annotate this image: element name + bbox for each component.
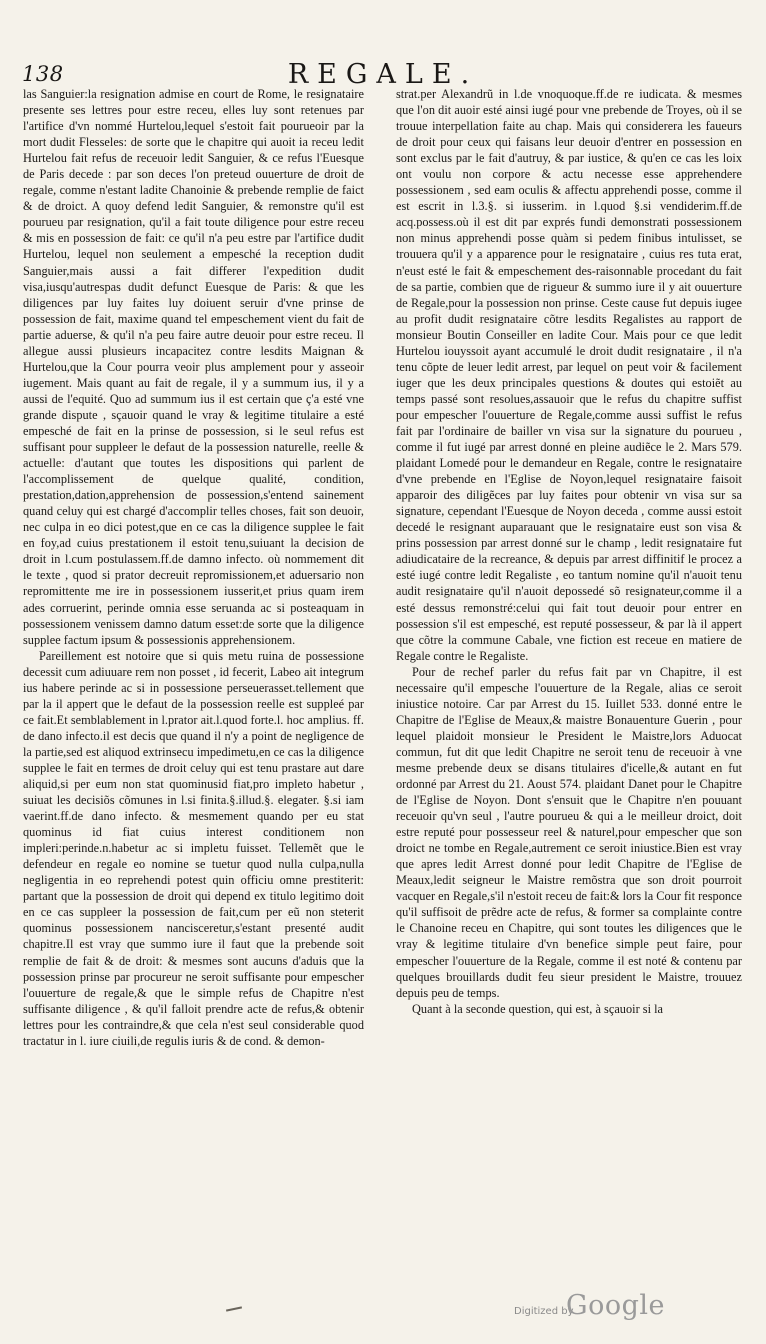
page-footer [0,1292,766,1332]
google-logo: Google [566,1290,665,1321]
digitized-by-label: Digitized by [514,1306,574,1317]
left-paragraph-2: Pareillement est notoire que si quis metu ruina de possessione decessit cum adiuuare rem non posset , id fecerit, Labeo ait integrum ius habere perinde ac si in possessione perseuerasset.tellement que par la il appert que le defaut de la possession reelle est suppleé par ce fait.Et semblablement in l.prator ait.l.quod forte.l. hoc amplius. ff. de dano infecto.il est decis que quand il n'y a point de negligence de la partie,sed est aliquod extrinsecu impedimetu,en ce cas la diligence supplee le fait en termes de droit celuy qui est tenu prastare aut dare aliquid,si per eum non stat quominusid fiat,pro impleto habetur , suiuat les decisiõs cõmunes in l.si finita.§.illud.§. elegater. §.si iam vaerint.ff.de dano infecto. & mesmement quando per eu stat quominus id fiat cuius interest conditionem non impleri:perinde.n.habetur ac si impletu fuisset. Tellemẽt que le defendeur en regale eo nomine se tuetur quod nulla culpa,nulla negligentia in eo reprehendi potest quin officiu omne prestiterit: partant que la possession de droit qui depend ex titulo legitimo doit en ce cas suppleer la possession de fait,cum per eũ non steterit quominus possessionem nancisceretur,s'estant presenté audit chapitre.Il est vray que summo iure il faut que la prebende soit remplie de fait & de droit: & mesmes sont aucuns d'aduis que la possession prinse par procureur ne seroit suffisante pour empescher l'ouuerture de regale,& que le simple refus de Chapitre n'est suffisante diligence , & qu'il falloit prendre acte de refus,& obtenir lettres pour les contraindre,& que cela n'est seul considerable quod tractatur in l. iure ciuili,de regulis iuris & de cond. & demon- [23,648,364,1048]
right-paragraph-2: Pour de rechef parler du refus fait par vn Chapitre, il est necessaire qu'il empesche l'ouuerture de la Regale, alias ce seroit iniustice notoire. Car par Arrest du 15. Iuillet 533. donné entre le Chapitre de l'Eglise de Meaux,& maistre Bonauenture Guerin , pour lequel plaidoit monsieur le President le Maistre,lors Aduocat commun, fut dit que ledit Chapitre ne seroit tenu de receuoir à vne mesme prebende deux se disans titulaires d'icelle,& autant en fut ordonné par Arrest du 21. Aoust 574. plaidant Danet pour le Chapitre de l'Eglise de Noyon. Dont s'ensuit que le Chapitre n'en pouuant receuoir qu'vn seul , l'autre pourueu & qui a le meilleur droict, doit estre reputé pour possesseur reel & naturel,pour empescher que son droict ne tombe en Regale,autrement ce seroit iniustice.Bien est vray que apres ledit Arrest donné pour ledit Chapitre de l'Eglise de Meaux,ledit seigneur le Maistre remõstra que son droit pourroit vacquer en Regale,s'il n'estoit receu de fait:& lors la Cour fit responce qu'il suffisoit de prẽdre acte de refus, & former sa complainte contre le Chanoine receu en Chapitre, qui sont toutes les diligences que le vray & legitime titulaire d'vn benefice simple peut faire, pour empescher l'ouuerture de la Regale, comme il est noté & contenu par quelques brouillards dudit feu sieur president le Maistre, trouuez depuis peu de temps. [396,664,742,1000]
running-title: REGALE. [287,59,479,90]
page-number: 138 [22,62,64,86]
right-paragraph-1: strat.per Alexandrũ in l.de vnoquoque.ff.de re iudicata. & mesmes que l'on dit auoir esté ainsi iugé pour vne prebende de Troyes, où il se trouue interpellation faite au chap. Mais qui considerera les faueurs de droit pour ceux qui faisans leur deuoir d'entrer en possession en sont exclus par le fait d'autruy, & par iustice, & qu'en ce cas les loix ont voulu non corpore & actu necesse esse apprehendere possessionem , sed eam oculis & affectu apprehendi posse, comme il est escrit in l.3.§. si iusserim. in l.quod §.si vendiderim.ff.de acq.possess.où il est dit par exprés fundi demonstrati possessionem non minus apprehendi posse quàm si pedem finibus intulisset, se trouuera qu'il y a apparence pour le resignataire , cuius res tuta erat, n'eust esté le fait & empeschement des-raisonnable procedant du fait de sa partie, combien que de rigueur & summo iure il y ait ouuerture de Regale,pour la possession non prinse. Ceste cause fut depuis iugee au profit dudit resignataire cõtre lesdits Regalistes au rapport de monsieur Boutin Conseiller en ladite Cour. Mais pour ce que ledit Hurtelou iouyssoit ayant accumulé le droit dudit resignataire , il n'a tenu cõpte de leuer ledit arrest, par lequel on peut voir & facilement iuger que les deux principales questions & doutes qui estoiẽt au temps passé sont resolues,assauoir que le refus du chapitre suffist pour empescher l'ouuerture de Regale,comme aussi suffist le refus fait par l'ordinaire de bailler vn visa sur la signature du pourueu , comme il fut iugé par arrest donné en pleine audiẽce le 2. Mars 579. plaidant Lomedé pour le demandeur en Regale, contre le resignataire d'vne prebende en l'Eglise de Noyon,lequel resignataire faisoit apparoir des diligẽces par luy faites pour obtenir vn visa sur sa signature, cependant l'Euesque de Noyon deceda , comme aussi estoit decedé le resignant auparauant que le resignataire eust son visa & prins possession par arrest donné sur le champ , ledit resignataire fut adiudicataire de la recreance, & depuis par arrest diffinitif le procez a esté iugé contre ledit Regaliste , eo tantum nomine qu'il n'auoit tenu audit resignataire qu'il n'auoit depossedé sõ resignateur,comme il a esté dessus remonstré:celui qui fait tout deuoir pour entrer en possession s'il est empesché, est reputé possesseur, & par là il appert que cõtre la commune Cabale, vne fiction est receue en matiere de Regale contre le Regaliste. [396,87,742,663]
right-column [396,86,742,1300]
right-paragraph-3: Quant à la seconde question, qui est, à sçauoir si la [412,1001,664,1016]
left-paragraph-1: las Sanguier:la resignation admise en court de Rome, le resignataire presente ses lettres pour estre receu, elles luy sont retenues par l'artifice d'vn nommé Hurtelou,lequel s'estoit fait pourueoir par la mort dudit Flesseles: de sorte que le chapitre qui auoit ia receu ledit Hurtelou fait refus de receuoir ledit Sanguier, & ce refus l'Euesque de Paris decede : par son deces l'on preteud ouuerture de droit de regale, comme n'estant ladite Chanoinie & prebende remplie de faict & de droict. A quoy defend ledit Sanguier, & remonstre qu'il est pourueu par resignation, qu'il a fait toute diligence pour estre receu & mis en possession de fait: ce qu'il n'a peu estre par l'artifice dudit Hurtelou, lequel non seulement a empesché la reception dudit Sanguier,mais aussi a fait differer l'expedition dudit visa,iusqu'autrespas dudit defunct Euesque de Paris: & que les diligences par luy faites luy doiuent seruir d'vne prinse de possession de fait, maxime quand tel empeschement vient du fait de partie aduerse, & qu'il n'a peu faire autre deuoir pour estre receu. Il allegue aussi plusieurs incapacitez contre lesdits Maignan & Hurtelou,que la Cour pourra veoir plus amplement pour y asseoir iugement. Mais quant au fait de regale, il y a summum ius, il y a aussi de l'equité. Quo ad summum ius il est certain que ç'a esté vne grande dispute , sçauoir quand le vray & legitime titulaire a esté empesché de fait en la prinse de possession, si le seul refus est suffisant pour suppleer le defaut de la possession naturelle, reelle & actuelle: d'autant que toutes les dispositions qui parlent de l'accomplissement de quelque qualité, condition, prestation,dation,apprehension de possession,s'entend sainement quand celuy qui est chargé d'accomplir telles choses, fait son deuoir, nec culpa in eo dici potest,que en ce cas la diligence supplee le fait en foy,ad cuius prestationem il estoit tenu,suiuant la decision de droit in l.cum postulassem.ff.de damno infecto. où nommement dit le texte , quod si prator decreuit repromissionem,et aduersario non repromittente me ire in possessionem iusserit,et prius quam irem ades corruerint, perinde omnia esse seruanda ac si posteaquam in possessionem venissem damno datum esset:de sorte que la diligence supplee factum ipsum & possessionis apprehensionem. [23,87,364,647]
left-column [23,86,364,1300]
ink-mark [226,1306,242,1311]
